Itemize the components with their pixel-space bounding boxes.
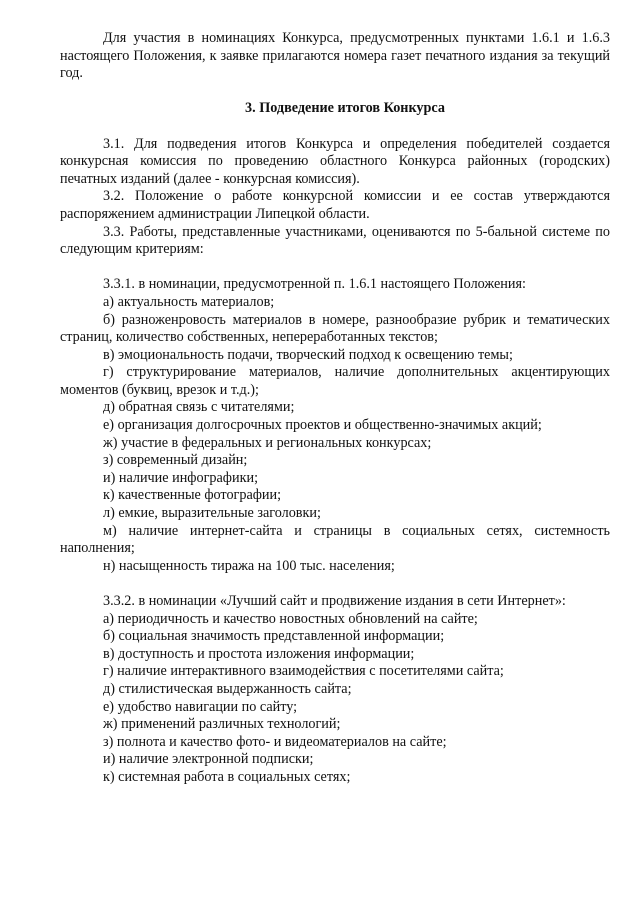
criteria-item: а) актуальность материалов; [103,293,275,310]
criteria-item: д) стилистическая выдержанность сайта; [103,680,352,697]
criteria-item: г) наличие интерактивного взаимодействия с посетителями сайта; [103,663,504,680]
criteria-item: и) наличие инфографики; [103,469,259,486]
criteria-item: л) емкие, выразительные заголовки; [103,505,321,522]
criteria-item: м) наличие интернет-сайта и страницы в социальных сетях, системность наполнения; [60,522,610,557]
criteria-item: в) доступность и простота изложения информации; [103,645,415,662]
paragraph-3-3: 3.3. Работы, представленные участниками, оцениваются по 5-бальной системе по следующим критериям: [60,223,610,258]
criteria-item: ж) участие в федеральных и региональных конкурсах; [103,434,432,451]
paragraph-3-2: 3.2. Положение о работе конкурсной комиссии и ее состав утверждаются распоряжением администрации Липецкой области. [60,188,610,222]
spacer [60,118,610,136]
criteria-item: г) структурирование материалов, наличие дополнительных акцентирующих моментов (буквиц, врезок и т.д.); [60,364,610,398]
criteria-item: н) насыщенность тиража на 100 тыс. населения; [103,557,395,574]
criteria-item: ж) применений различных технологий; [103,716,341,733]
spacer [60,259,610,277]
criteria-item: е) удобство навигации по сайту; [103,698,298,715]
spacer [60,575,610,593]
criteria-item: и) наличие электронной подписки; [103,751,314,768]
criteria-item: д) обратная связь с читателями; [103,399,295,416]
criteria-item: б) социальная значимость представленной информации; [103,628,445,645]
paragraph-3-1: 3.1. Для подведения итогов Конкурса и определения победителей создается конкурсная комиссия по проведению областного Конкурса районных (городских) печатных изданий (далее - конкурсная комиссия). [60,135,610,187]
criteria-item: в) эмоциональность подачи, творческий подход к освещению темы; [103,346,513,363]
criteria-item: з) полнота и качество фото- и видеоматериалов на сайте; [103,733,447,750]
criteria-item: а) периодичность и качество новостных обновлений на сайте; [103,610,478,627]
criteria-item: б) разноженровость материалов в номере, разнообразие рубрик и тематических страниц, количество собственных, непереработанных текстов; [60,311,610,346]
criteria-item: з) современный дизайн; [103,452,248,469]
criteria-item: е) организация долгосрочных проектов и общественно-значимых акций; [103,417,542,434]
subsection-3-3-1-title: 3.3.1. в номинации, предусмотренной п. 1.6.1 настоящего Положения: [103,276,526,293]
section-heading: 3. Подведение итогов Конкурса [245,100,445,117]
criteria-item: к) системная работа в социальных сетях; [103,768,351,785]
subsection-3-3-2-title: 3.3.2. в номинации «Лучший сайт и продвижение издания в сети Интернет»: [103,593,566,609]
criteria-item: к) качественные фотографии; [103,487,282,504]
intro-paragraph: Для участия в номинациях Конкурса, предусмотренных пунктами 1.6.1 и 1.6.3 настоящего Положения, к заявке прилагаются номера газет печатного издания за текущий год. [60,30,610,82]
spacer [60,83,610,101]
